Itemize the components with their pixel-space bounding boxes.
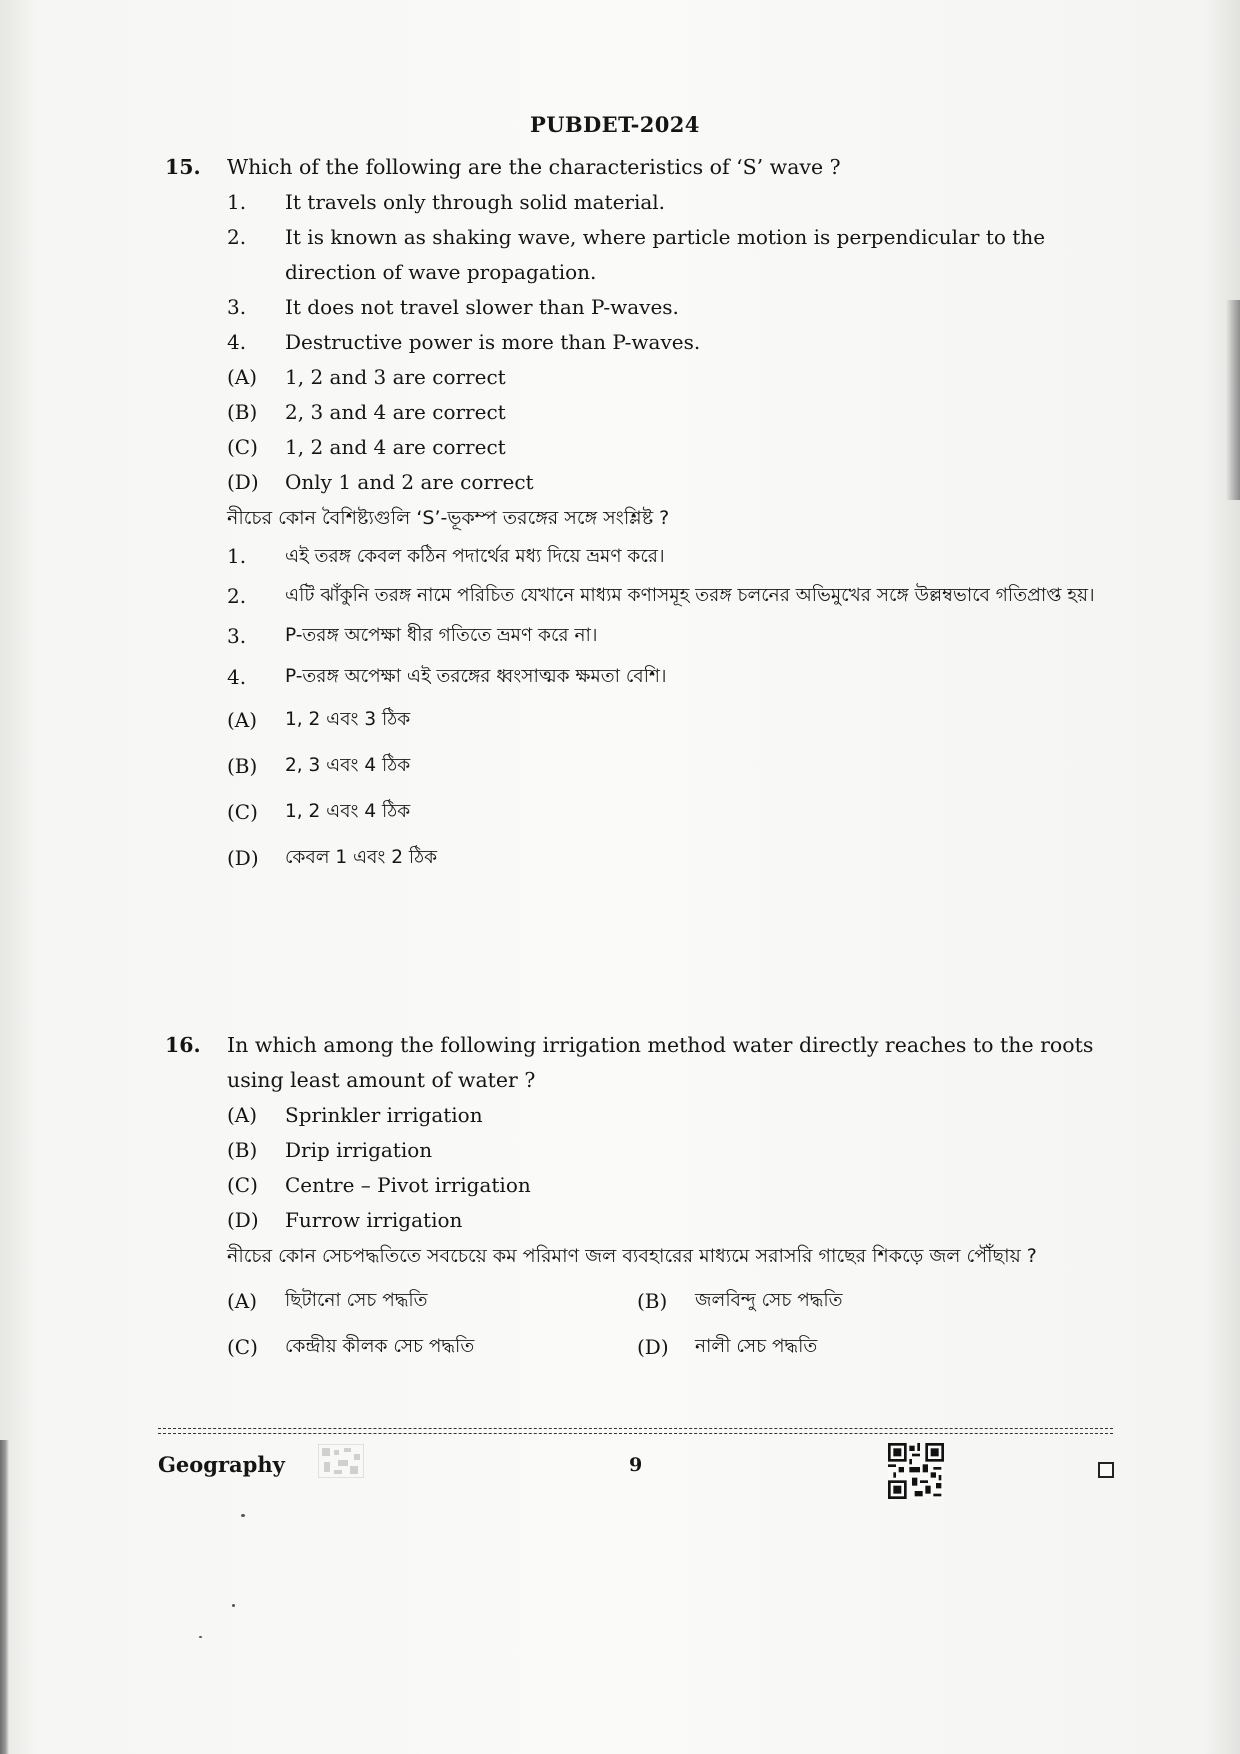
option-c-bengali: (C) 1, 2 এবং 4 ঠিক <box>227 800 411 824</box>
qr-code <box>888 1443 944 1499</box>
option-a-bengali: (A) 1, 2 এবং 3 ঠিক <box>227 708 411 732</box>
page-edge-shadow <box>1226 300 1240 500</box>
option-d: (D) Furrow irrigation <box>227 1208 463 1232</box>
question-text-bengali: নীচের কোন সেচপদ্ধতিতে সবচেয়ে কম পরিমাণ জল ব্যবহারের মাধ্যমে সরাসরি গাছের শিকড়ে জল পৌঁছায় ? <box>227 1245 1037 1267</box>
binding-shadow <box>0 1440 9 1754</box>
page-number: 9 <box>629 1454 643 1476</box>
option-a: (A) 1, 2 and 3 are correct <box>227 365 506 389</box>
question-text: Which of the following are the characteristics of ‘S’ wave ? <box>227 155 841 179</box>
option-a: (A) Sprinkler irrigation <box>227 1103 483 1127</box>
question-number: 15. <box>165 155 201 179</box>
footer-divider <box>158 1428 1113 1429</box>
option-b: (B) Drip irrigation <box>227 1138 433 1162</box>
statement-3: 3. It does not travel slower than P-waves. <box>227 295 679 319</box>
footer-subject: Geography <box>158 1452 285 1477</box>
option-d-bengali: (D) কেবল 1 এবং 2 ঠিক <box>227 846 438 870</box>
statement-1: 1. It travels only through solid material. <box>227 190 666 214</box>
statement-3-bengali: 3. P-তরঙ্গ অপেক্ষা ধীর গতিতে ভ্রমণ করে না। <box>227 624 598 648</box>
statement-4-bengali: 4. P-তরঙ্গ অপেক্ষা এই তরঙ্গের ধ্বংসাত্মক ক্ষমতা বেশি। <box>227 665 667 689</box>
scan-speck <box>232 1604 235 1607</box>
square-marker-icon <box>1098 1462 1114 1478</box>
option-c-bengali: (C) কেন্দ্রীয় কীলক সেচ পদ্ধতি <box>227 1335 475 1359</box>
options-row-1-bengali <box>227 1278 1127 1324</box>
page-header: PUBDET-2024 <box>530 112 700 137</box>
question-number: 16. <box>165 1033 201 1057</box>
scan-speck <box>199 1636 202 1638</box>
statement-2-bengali: 2. এটি ঝাঁকুনি তরঙ্গ নামে পরিচিত যেখানে মাধ্যম কণাসমূহ তরঙ্গ চলনের অভিমুখের সঙ্গে উল্লম্বভাবে গতিপ্রাপ্ত হয়। <box>227 584 1095 608</box>
option-b-bengali: (B) জলবিন্দু সেচ পদ্ধতি <box>637 1289 843 1313</box>
option-d-bengali: (D) নালী সেচ পদ্ধতি <box>637 1335 818 1359</box>
question-text: In which among the following irrigation method water directly reaches to the roots using least amount of water ? <box>227 1033 1094 1092</box>
question-text-bengali: নীচের কোন বৈশিষ্ট্যগুলি ‘S’-ভূকম্প তরঙ্গের সঙ্গে সংশ্লিষ্ট ? <box>227 507 670 529</box>
footer-divider-2 <box>158 1433 1113 1434</box>
question-15 <box>165 150 1127 881</box>
statement-2: 2. It is known as shaking wave, where particle motion is perpendicular to the direction of wave propagation. <box>227 225 1046 284</box>
option-a-bengali: (A) ছিটানো সেচ পদ্ধতি <box>227 1289 428 1313</box>
scan-speck <box>241 1514 245 1517</box>
option-d: (D) Only 1 and 2 are correct <box>227 470 534 494</box>
option-c: (C) 1, 2 and 4 are correct <box>227 435 506 459</box>
option-b-bengali: (B) 2, 3 এবং 4 ঠিক <box>227 754 411 778</box>
option-b: (B) 2, 3 and 4 are correct <box>227 400 506 424</box>
faint-qr-stamp <box>318 1444 364 1478</box>
options-row-2-bengali <box>227 1324 1127 1370</box>
option-c: (C) Centre – Pivot irrigation <box>227 1173 531 1197</box>
statement-1-bengali: 1. এই তরঙ্গ কেবল কঠিন পদার্থের মধ্য দিয়ে ভ্রমণ করে। <box>227 544 665 568</box>
question-16 <box>165 1028 1127 1370</box>
statement-4: 4. Destructive power is more than P-waves. <box>227 330 701 354</box>
